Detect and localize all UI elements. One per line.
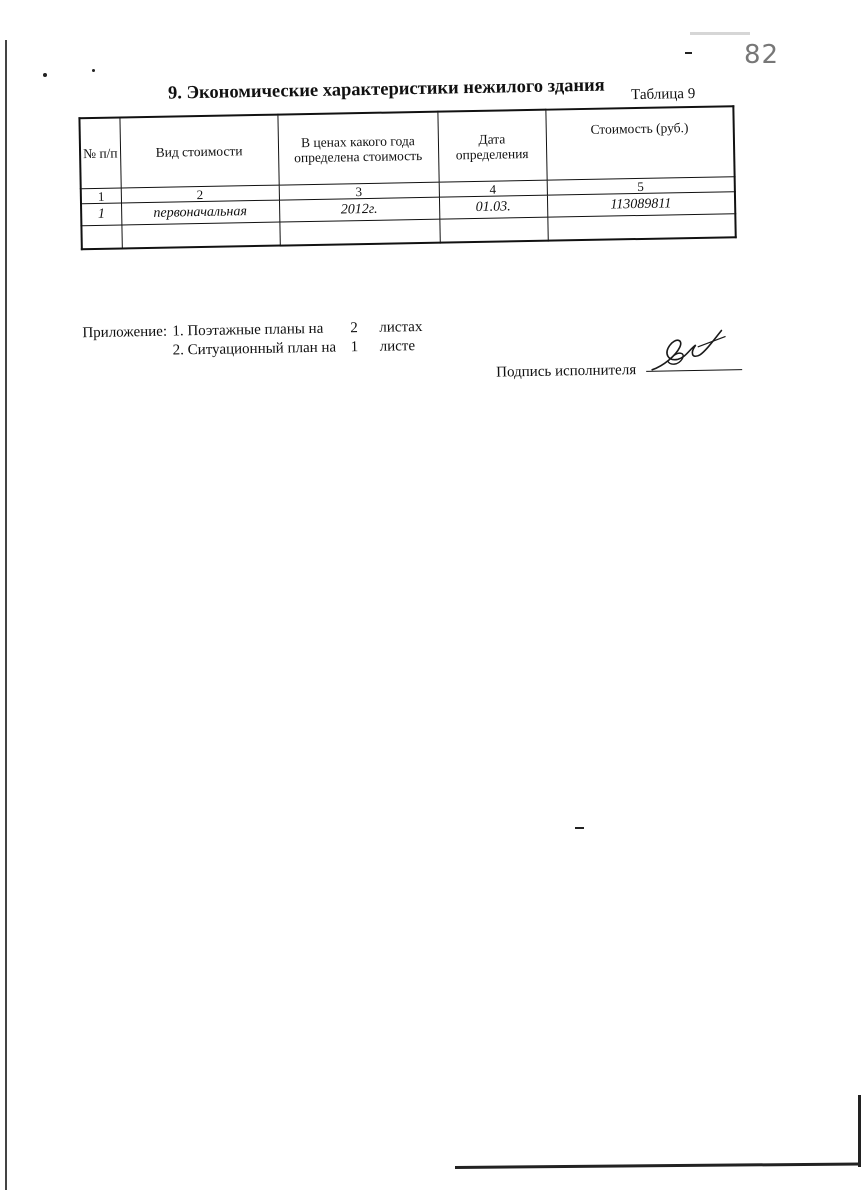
signature-label: Подпись исполнителя <box>496 362 637 381</box>
cell-cost: 113089811 <box>547 192 735 217</box>
empty-cell <box>439 217 547 242</box>
document-body <box>0 0 868 508</box>
cell-type: первоначальная <box>121 200 279 225</box>
cell-date: 01.03. <box>439 195 547 219</box>
header-cell-cost: Стоимость (руб.) <box>545 106 734 180</box>
column-number: 3 <box>279 182 439 200</box>
appendix <box>82 318 423 362</box>
empty-cell <box>547 214 735 241</box>
appendix-item-unit: листах <box>379 318 423 336</box>
scan-dash <box>575 827 584 829</box>
page-edge-right <box>858 1095 861 1167</box>
header-cell-no: № п/п <box>79 117 120 188</box>
column-number: 1 <box>81 188 121 204</box>
section-title: 9. Экономические характеристики нежилого здания <box>167 75 605 104</box>
appendix-item-unit: листе <box>379 338 416 355</box>
appendix-item-text: 2. Ситуационный план на <box>172 339 337 359</box>
header-cell-date: Дата определения <box>437 110 546 182</box>
page-edge-bottom <box>455 1162 861 1169</box>
appendix-item-qty: 2 <box>350 320 358 337</box>
cell-year: 2012г. <box>279 197 439 222</box>
empty-cell <box>81 225 121 249</box>
table-caption: Таблица 9 <box>630 85 696 104</box>
column-number: 5 <box>547 177 735 195</box>
empty-cell <box>121 222 279 248</box>
appendix-label: Приложение: <box>82 323 168 342</box>
appendix-item-qty: 1 <box>350 339 359 356</box>
empty-cell <box>279 219 439 245</box>
column-number: 2 <box>121 185 279 203</box>
appendix-item-text: 1. Поэтажные планы на <box>172 320 324 340</box>
economic-characteristics-table <box>78 105 736 250</box>
header-cell-year: В ценах какого года определена стоимость <box>277 112 438 185</box>
cell-no: 1 <box>81 203 121 226</box>
page-number: 82 <box>744 40 780 70</box>
header-cell-type: Вид стоимости <box>119 115 278 188</box>
column-number: 4 <box>439 180 547 197</box>
signature-scribble <box>645 324 728 375</box>
table-header-row <box>79 106 734 188</box>
